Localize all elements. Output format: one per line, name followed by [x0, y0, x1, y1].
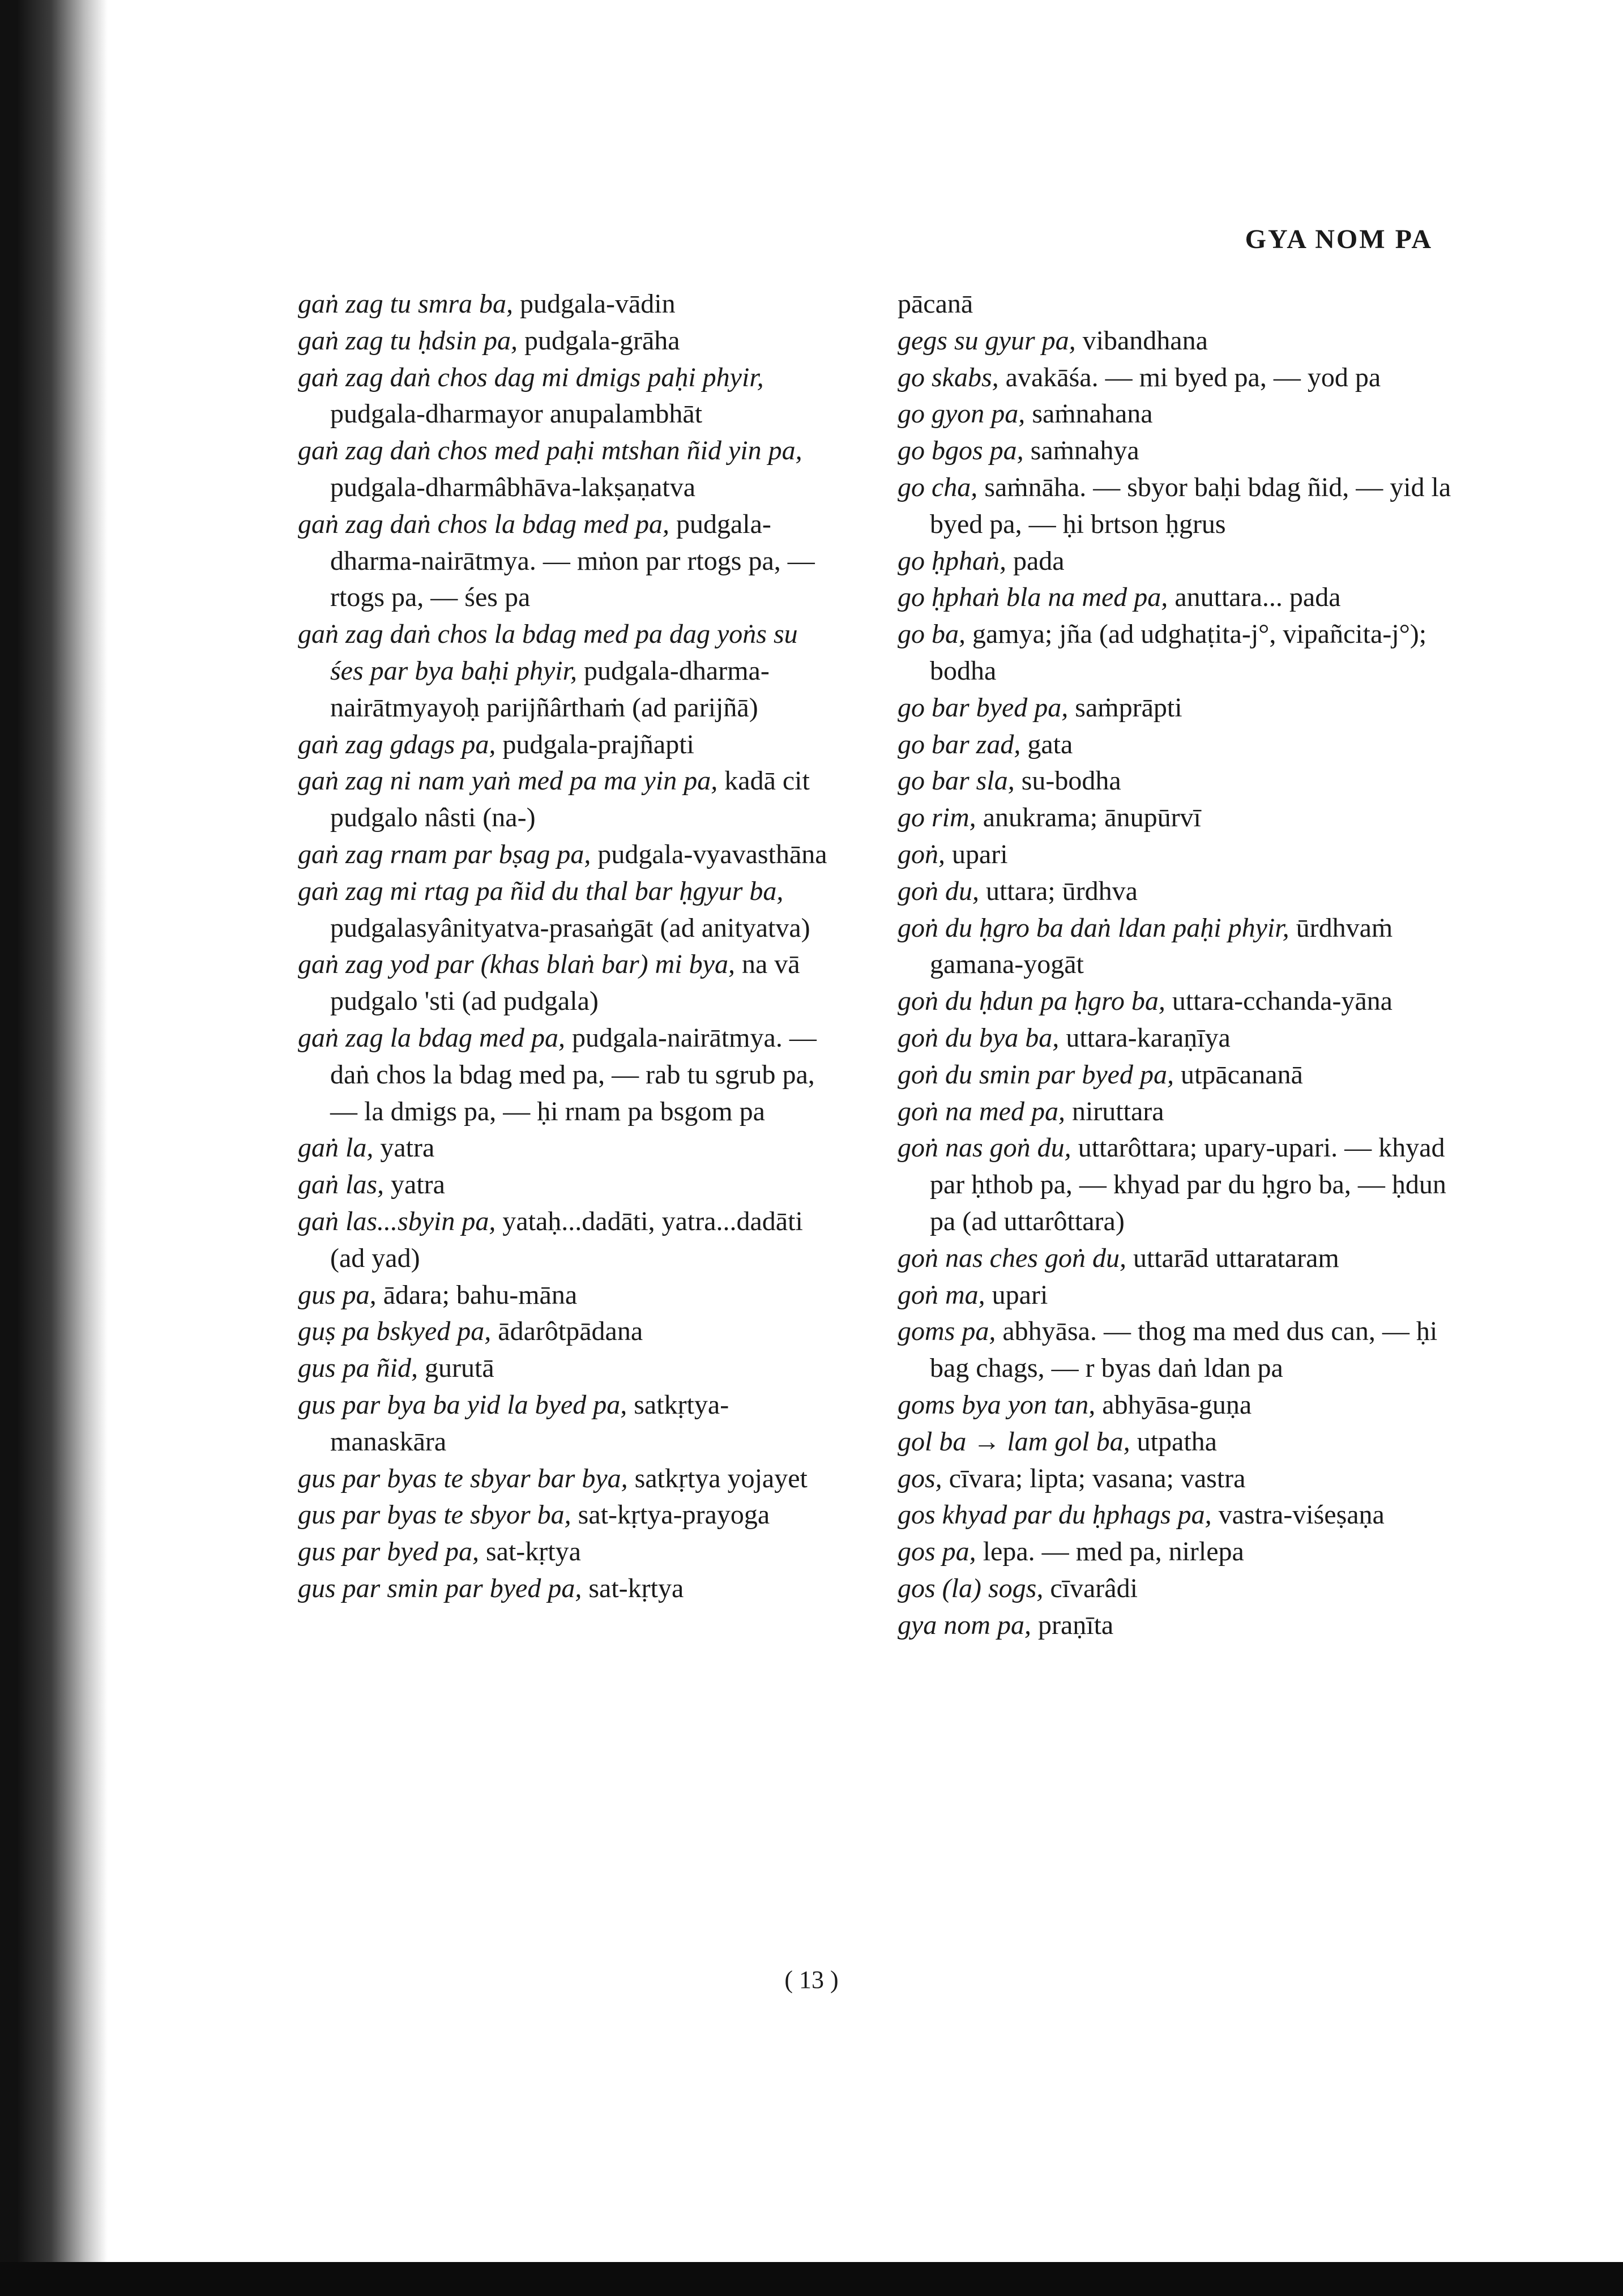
dictionary-entry	[898, 323, 1458, 360]
entry-gloss: upari	[945, 839, 1008, 869]
right-column	[898, 286, 1458, 1644]
entry-headword: gos,	[898, 1463, 942, 1493]
dictionary-entry	[898, 1571, 1458, 1607]
entry-headword: gol ba → lam gol ba,	[898, 1426, 1130, 1457]
entry-headword: go skabs,	[898, 362, 999, 392]
dictionary-entry	[298, 1387, 836, 1461]
entry-headword: gus pa,	[298, 1279, 377, 1310]
entry-gloss: na vā pudgalo 'sti (ad pudgala)	[330, 949, 800, 1017]
entry-headword: goṅ na med pa,	[898, 1096, 1065, 1126]
dictionary-entry	[898, 470, 1458, 543]
entry-gloss: pada	[1006, 545, 1065, 576]
scan-edge-shadow	[0, 0, 108, 2296]
entry-headword: gos khyad par du ḥphags pa,	[898, 1500, 1212, 1530]
dictionary-entry	[898, 1057, 1458, 1094]
dictionary-entry	[898, 910, 1458, 984]
dictionary-entry	[898, 543, 1458, 580]
dictionary-entry	[898, 1313, 1458, 1387]
entry-gloss: utpācananā	[1173, 1059, 1303, 1090]
dictionary-entry	[298, 360, 836, 433]
entry-gloss: uttara-cchanda-yāna	[1165, 986, 1393, 1017]
dictionary-entry	[298, 433, 836, 506]
entry-gloss: pudgala-vādin	[513, 289, 676, 319]
entry-headword: gegs su gyur pa,	[898, 325, 1076, 356]
dictionary-entry	[898, 579, 1458, 616]
entry-headword: goṅ du ḥdun pa ḥgro ba,	[898, 986, 1165, 1017]
entry-gloss: gurutā	[418, 1353, 494, 1384]
entry-gloss: cīvarâdi	[1043, 1573, 1138, 1603]
dictionary-entry	[898, 837, 1458, 873]
dictionary-entry	[898, 1461, 1458, 1497]
dictionary-entry	[298, 1313, 836, 1350]
entry-headword: gaṅ zag tu ḥdsin pa,	[298, 325, 518, 356]
entry-gloss: upari	[985, 1279, 1048, 1310]
entry-gloss: avakāśa. — mi byed pa, — yod pa	[998, 362, 1381, 392]
dictionary-entry	[298, 1534, 836, 1571]
entry-headword: gaṅ zag daṅ chos la bdag med pa,	[298, 509, 669, 539]
entry-gloss: saṁnahya	[1023, 436, 1139, 466]
entry-gloss: pudgala-dharmayor anupalambhāt	[330, 399, 703, 429]
dictionary-entry	[298, 616, 836, 726]
entry-gloss: pudgala-vyavasthāna	[591, 839, 827, 869]
dictionary-entry	[898, 433, 1458, 470]
entry-headword: gya nom pa,	[898, 1610, 1031, 1640]
entry-gloss: uttara-karaṇīya	[1059, 1022, 1231, 1053]
entry-headword: goṅ ma,	[898, 1279, 985, 1310]
dictionary-entry	[298, 1461, 836, 1497]
dictionary-entry	[298, 946, 836, 1020]
entry-headword: goms pa,	[898, 1316, 996, 1347]
dictionary-entry	[898, 286, 1458, 323]
entry-headword: gaṅ zag daṅ chos dag mi dmigs paḥi phyir,	[298, 362, 764, 392]
dictionary-entry	[898, 763, 1458, 800]
dictionary-entry	[898, 360, 1458, 396]
entry-gloss: uttara; ūrdhva	[979, 876, 1138, 906]
dictionary-entry	[298, 1571, 836, 1607]
entry-headword: gaṅ zag yod par (khas blaṅ bar) mi bya,	[298, 949, 735, 980]
entry-headword: gus par bya ba yid la byed pa,	[298, 1389, 627, 1420]
dictionary-entry	[898, 1497, 1458, 1534]
entry-gloss: satkṛtya yojayet	[627, 1463, 808, 1493]
entry-headword: gus pa ñid,	[298, 1353, 418, 1384]
entry-headword: gaṅ las...sbyin pa,	[298, 1206, 496, 1236]
entry-gloss: anuttara... pada	[1168, 582, 1341, 613]
dictionary-entry	[898, 873, 1458, 910]
dictionary-entry	[898, 983, 1458, 1020]
entry-gloss: sat-kṛtya	[479, 1537, 581, 1567]
entry-gloss: satkṛtya-manaskāra	[330, 1389, 729, 1457]
dictionary-entry	[898, 1277, 1458, 1314]
entry-gloss: yatra	[384, 1170, 445, 1200]
entry-gloss: pudgala-prajñapti	[496, 729, 694, 759]
dictionary-entry	[898, 1607, 1458, 1644]
dictionary-entry	[298, 763, 836, 837]
entry-headword: goṅ du bya ba,	[898, 1022, 1060, 1053]
dictionary-entry	[298, 1497, 836, 1534]
entry-headword: gaṅ zag gdags pa,	[298, 729, 496, 759]
entry-headword: goṅ nas goṅ du,	[898, 1133, 1071, 1163]
entry-headword: goṅ nas ches goṅ du,	[898, 1243, 1126, 1273]
entry-headword: gos (la) sogs,	[898, 1573, 1044, 1603]
entry-headword: gaṅ zag daṅ chos la bdag med pa dag yoṅs su śes par bya baḥi phyir,	[298, 619, 798, 686]
entry-gloss: ūrdhvaṁ gamana-yogāt	[930, 912, 1393, 980]
entry-headword: go ba,	[898, 619, 966, 650]
entry-gloss: gata	[1020, 729, 1073, 759]
entry-headword: gus par smin par byed pa,	[298, 1573, 582, 1603]
entry-headword: go bar zad,	[898, 729, 1021, 759]
entry-gloss: vastra-viśeṣaṇa	[1211, 1500, 1385, 1530]
entry-gloss: cīvara; lipta; vasana; vastra	[942, 1463, 1246, 1493]
dictionary-entry	[298, 286, 836, 323]
entry-headword: goṅ du smin par byed pa,	[898, 1059, 1174, 1090]
entry-gloss: niruttara	[1065, 1096, 1164, 1126]
dictionary-entry	[298, 1277, 836, 1314]
entry-headword: gaṅ zag daṅ chos med paḥi mtshan ñid yin pa,	[298, 436, 802, 466]
dictionary-entry	[898, 800, 1458, 837]
entry-gloss: ādara; bahu-māna	[376, 1279, 578, 1310]
entry-headword: gaṅ zag la bdag med pa,	[298, 1022, 565, 1053]
entry-gloss: pudgala-grāha	[518, 325, 680, 356]
entry-gloss: anukrama; ānupūrvī	[976, 803, 1201, 833]
dictionary-entry	[898, 1130, 1458, 1240]
entry-gloss: sat-kṛtya-prayoga	[571, 1500, 770, 1530]
entry-headword: go bar sla,	[898, 766, 1015, 796]
entry-headword: go cha,	[898, 472, 978, 502]
dictionary-entry	[898, 1240, 1458, 1277]
page-number: ( 13 )	[784, 1966, 839, 1994]
entry-headword: gaṅ las,	[298, 1170, 385, 1200]
entry-headword: go bar byed pa,	[898, 692, 1069, 723]
entry-headword: gaṅ zag mi rtag pa ñid du thal bar ḥgyur ba,	[298, 876, 784, 906]
entry-gloss: abhyāsa. — thog ma med dus can, — ḥi bag chags, — r byas daṅ ldan pa	[930, 1316, 1438, 1384]
entry-headword: go bgos pa,	[898, 436, 1024, 466]
entry-headword: goṅ du,	[898, 876, 979, 906]
entry-gloss: pudgala-dharma-nairātmyayoḥ parijñârthaṁ (ad parijñā)	[330, 655, 770, 723]
scan-bottom-edge	[0, 2262, 1623, 2296]
dictionary-entry	[898, 616, 1458, 690]
entry-gloss: kadā cit pudgalo nâsti (na-)	[330, 766, 810, 833]
running-head: GYA NOM PA	[1245, 224, 1433, 254]
entry-gloss: pācanā	[898, 289, 973, 319]
dictionary-entry	[898, 1424, 1458, 1461]
entry-headword: gaṅ zag ni nam yaṅ med pa ma yin pa,	[298, 766, 718, 796]
dictionary-entry	[298, 323, 836, 360]
entry-headword: go rim,	[898, 803, 976, 833]
entry-headword: gos pa,	[898, 1537, 976, 1567]
dictionary-entry	[298, 1204, 836, 1277]
entry-gloss: pudgala-nairātmya. — daṅ chos la bdag med pa, — rab tu sgrub pa, — la dmigs pa, — ḥi rnam pa bsgom pa	[330, 1022, 817, 1126]
entry-gloss: vibandhana	[1075, 325, 1208, 356]
entry-gloss: yatra	[373, 1133, 435, 1163]
entry-gloss: pudgalasyânityatva-prasaṅgāt (ad anityatva)	[330, 912, 810, 943]
dictionary-entry	[898, 396, 1458, 433]
entry-headword: gus par byas te sbyar bar bya,	[298, 1463, 628, 1493]
dictionary-entry	[298, 1167, 836, 1204]
dictionary-entry	[298, 727, 836, 763]
entry-gloss: uttarôttara; upary-upari. — khyad par ḥthob pa, — khyad par du ḥgro ba, — ḥdun pa (ad uttarôttara)	[930, 1133, 1446, 1236]
entry-gloss: su-bodha	[1014, 766, 1121, 796]
dictionary-entry	[898, 690, 1458, 727]
dictionary-entry	[298, 1020, 836, 1130]
entry-gloss: ādarôtpādana	[491, 1316, 643, 1347]
entry-headword: go ḥphaṅ bla na med pa,	[898, 582, 1168, 613]
entry-headword: goṅ du ḥgro ba daṅ ldan paḥi phyir,	[898, 912, 1289, 943]
dictionary-entry	[298, 1130, 836, 1167]
entry-gloss: praṇīta	[1031, 1610, 1114, 1640]
entry-gloss: lepa. — med pa, nirlepa	[976, 1537, 1244, 1567]
dictionary-entry	[898, 1094, 1458, 1130]
entry-headword: goms bya yon tan,	[898, 1389, 1096, 1420]
entry-headword: go ḥphaṅ,	[898, 545, 1006, 576]
entry-gloss: pudgala-dharmâbhāva-lakṣaṇatva	[330, 472, 696, 502]
entry-headword: gaṅ zag tu smra ba,	[298, 289, 514, 319]
dictionary-entry	[898, 727, 1458, 763]
entry-gloss: utpatha	[1130, 1426, 1217, 1457]
entry-gloss: uttarād uttarataram	[1126, 1243, 1339, 1273]
entry-gloss: gamya; jña (ad udghaṭita-j°, vipañcita-j°); bodha	[930, 619, 1427, 686]
dictionary-entry	[898, 1020, 1458, 1057]
entry-gloss: yataḥ...dadāti, yatra...dadāti (ad yad)	[330, 1206, 803, 1273]
entry-gloss: saṁprāpti	[1068, 692, 1182, 723]
entry-headword: go gyon pa,	[898, 399, 1026, 429]
entry-headword: gaṅ la,	[298, 1133, 374, 1163]
entry-gloss: saṁnahana	[1025, 399, 1153, 429]
dictionary-entry	[298, 506, 836, 616]
entry-headword: gus par byas te sbyor ba,	[298, 1500, 571, 1530]
dictionary-entry	[298, 1350, 836, 1387]
dictionary-entry	[298, 837, 836, 873]
entry-gloss: pudgala-dharma-nairātmya. — mṅon par rtogs pa, — rtogs pa, — śes pa	[330, 509, 815, 613]
entry-headword: gus par byed pa,	[298, 1537, 479, 1567]
left-column	[298, 286, 836, 1607]
entry-gloss: sat-kṛtya	[582, 1573, 684, 1603]
entry-gloss: saṁnāha. — sbyor baḥi bdag ñid, — yid la byed pa, — ḥi brtson ḥgrus	[930, 472, 1451, 539]
entry-gloss: abhyāsa-guṇa	[1095, 1389, 1252, 1420]
entry-headword: guṣ pa bskyed pa,	[298, 1316, 492, 1347]
entry-headword: goṅ,	[898, 839, 945, 869]
dictionary-entry	[298, 873, 836, 947]
dictionary-entry	[898, 1534, 1458, 1571]
dictionary-entry	[898, 1387, 1458, 1424]
entry-headword: gaṅ zag rnam par bṣag pa,	[298, 839, 591, 869]
